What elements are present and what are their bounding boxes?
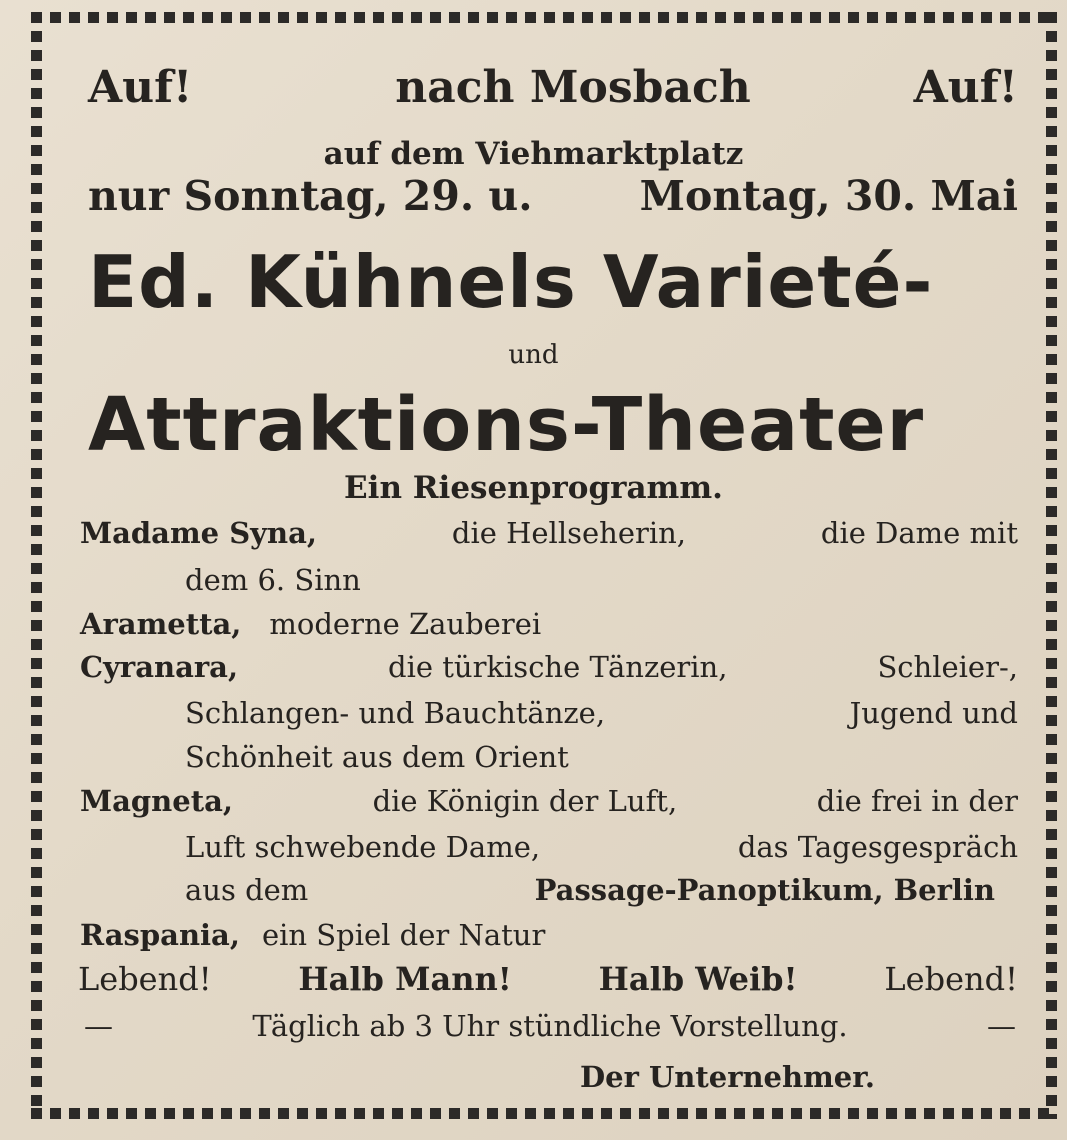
- act-desc: ein Spiel der Natur: [261, 918, 546, 952]
- act-desc: die Dame mit: [820, 516, 1018, 550]
- act-raspania: [80, 918, 545, 952]
- signature: Der Unternehmer.: [580, 1060, 875, 1094]
- act-desc: Schleier-,: [877, 650, 1018, 684]
- border-top: [31, 12, 1057, 23]
- act-desc: Schlangen- und Bauchtänze,: [185, 696, 606, 730]
- act-desc: die türkische Tänzerin,: [388, 650, 728, 684]
- schedule-row: [84, 1009, 1016, 1043]
- subtitle: Ein Riesenprogramm.: [344, 470, 723, 506]
- left-exclaim: Auf!: [88, 62, 193, 113]
- conjunction-row: [0, 340, 1067, 370]
- date-row: [88, 172, 1018, 220]
- act-name: Arametta,: [80, 607, 242, 641]
- act-name: Magneta,: [80, 784, 233, 818]
- act-desc: die frei in der: [816, 784, 1018, 818]
- lebend: Lebend!: [78, 960, 212, 998]
- title-2: Attraktions-Theater: [88, 382, 925, 468]
- act-cyranara: [80, 650, 1018, 684]
- border-bottom: [31, 1108, 1057, 1119]
- act-cyranara-cont: [185, 696, 1018, 730]
- act-name: Madame Syna,: [80, 516, 317, 550]
- highlight-row: [78, 960, 1018, 998]
- act-desc: dem 6. Sinn: [185, 563, 361, 597]
- subtitle-row: [0, 470, 1067, 506]
- act-desc: Luft schwebende Dame,: [185, 830, 541, 864]
- act-desc: moderne Zauberei: [269, 607, 542, 641]
- schedule-text: Täglich ab 3 Uhr stündliche Vorstellung.: [252, 1009, 848, 1043]
- place-row: [0, 136, 1067, 172]
- dash-right: —: [987, 1009, 1016, 1043]
- signature-row: [580, 1060, 875, 1094]
- act-magneta-cont: [185, 830, 1018, 864]
- act-magneta: [80, 784, 1018, 818]
- place: auf dem Viehmarktplatz: [323, 136, 744, 172]
- header-row: [88, 62, 1018, 113]
- act-magneta-cont: [185, 873, 995, 907]
- act-syna: [80, 516, 1018, 550]
- act-syna-cont: [185, 563, 361, 597]
- act-desc: Schönheit aus dem Orient: [185, 740, 569, 774]
- act-desc: Jugend und: [849, 696, 1018, 730]
- dash-left: —: [84, 1009, 113, 1043]
- title-1: Ed. Kühnels Varieté-: [88, 240, 934, 324]
- town: nach Mosbach: [395, 62, 751, 113]
- act-desc: Passage-Panoptikum, Berlin: [534, 873, 995, 907]
- act-desc: die Königin der Luft,: [372, 784, 678, 818]
- title-line-1: [88, 240, 1018, 324]
- lebend: Lebend!: [884, 960, 1018, 998]
- border-left: [31, 12, 42, 1119]
- act-desc: die Hellseherin,: [451, 516, 687, 550]
- act-desc: das Tagesgespräch: [737, 830, 1018, 864]
- halb-mann: Halb Mann!: [298, 960, 512, 998]
- act-arametta: [80, 607, 541, 641]
- date-right: Montag, 30. Mai: [639, 172, 1018, 220]
- border-right: [1046, 12, 1057, 1119]
- halb-weib: Halb Weib!: [598, 960, 798, 998]
- date-left: nur Sonntag, 29. u.: [88, 172, 533, 220]
- right-exclaim: Auf!: [913, 62, 1018, 113]
- act-name: Cyranara,: [80, 650, 239, 684]
- title-line-2: [88, 382, 1018, 468]
- act-desc: aus dem: [185, 873, 309, 907]
- conjunction: und: [508, 340, 559, 370]
- act-name: Raspania,: [80, 918, 240, 952]
- act-cyranara-cont: [185, 740, 569, 774]
